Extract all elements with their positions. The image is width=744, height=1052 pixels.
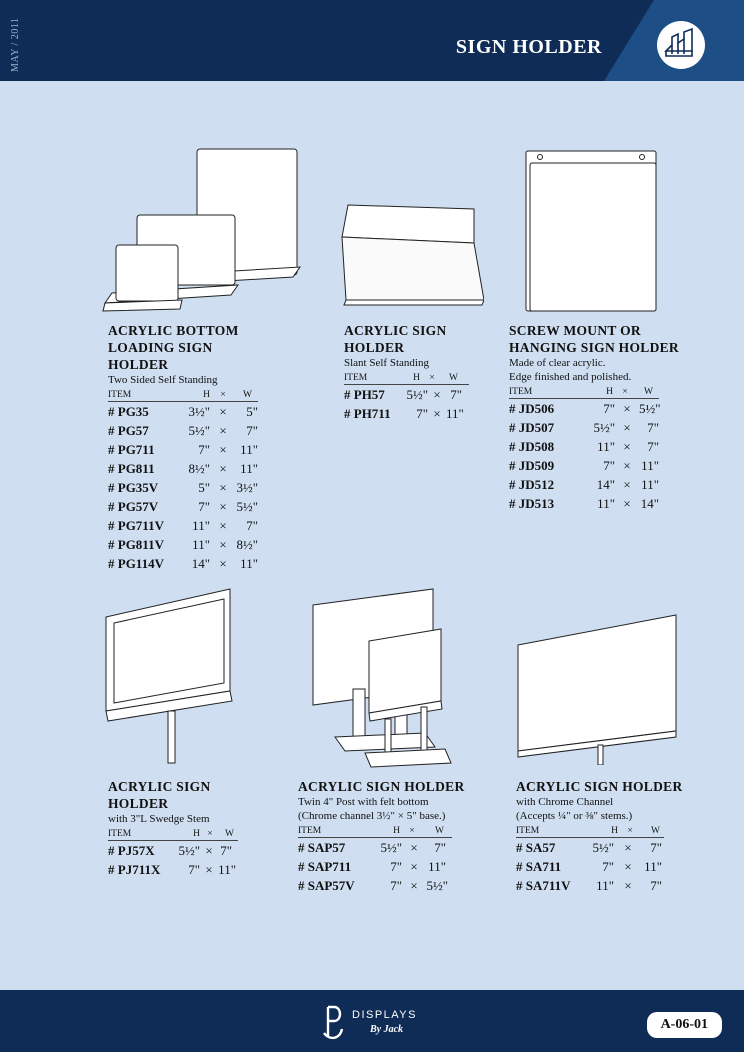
table-row: # PG711V 11" × 7": [108, 518, 258, 533]
product-description: with 3"L Swedge Stem: [108, 813, 210, 825]
table-header: ITEM H × W: [108, 390, 258, 402]
table-row: # PH711 7" × 11": [344, 406, 464, 421]
table-row: # SA711 7" × 11": [516, 859, 662, 874]
sign-holder-icon: [657, 21, 705, 69]
page-code-badge: A-06-01: [647, 1012, 722, 1038]
product-name: ACRYLIC SIGN HOLDER: [108, 779, 211, 811]
table-header: ITEM H × W: [509, 387, 659, 399]
product-description: Slant Self Standing: [344, 357, 429, 369]
table-row: # SAP57V 7" × 5½": [298, 878, 448, 893]
product-name: ACRYLIC SIGN HOLDER: [516, 779, 683, 794]
table-row: # JD507 5½" × 7": [509, 420, 659, 435]
product-table: [509, 399, 679, 513]
product-description: Twin 4" Post with felt bottom (Chrome channel 3½" × 5" base.): [298, 796, 446, 822]
product-table: [516, 838, 686, 895]
table-row: # SAP711 7" × 11": [298, 859, 446, 874]
table-row: # JD513 11" × 14": [509, 496, 659, 511]
header-bar: [0, 0, 744, 81]
company-logo: [322, 1001, 442, 1043]
table-row: # SA57 5½" × 7": [516, 840, 662, 855]
product-description: with Chrome Channel (Accepts ¼" or ⅜" stems.): [516, 796, 633, 822]
logo-subtext: By Jack: [370, 1024, 404, 1035]
product-table: [298, 838, 473, 895]
product-description: Two Sided Self Standing: [108, 374, 218, 386]
table-header: ITEM H × W: [298, 826, 452, 838]
table-row: # PG811V 11" × 8½": [108, 537, 258, 552]
product-table: [108, 402, 258, 573]
table-row: # PJ57X 5½" × 7": [108, 843, 232, 858]
table-row: # PG57V 7" × 5½": [108, 499, 258, 514]
product-block-twin-post: [298, 778, 473, 895]
table-row: # JD512 14" × 11": [509, 477, 659, 492]
product-block-bottom-loading: [108, 322, 258, 573]
product-name: ACRYLIC SIGN HOLDER: [344, 323, 447, 355]
table-row: # JD509 7" × 11": [509, 458, 659, 473]
product-block-stem: [108, 778, 238, 879]
table-row: # PJ711X 7" × 11": [108, 862, 236, 877]
logo-text: DISPLAYS: [352, 1009, 417, 1021]
product-name: ACRYLIC SIGN HOLDER: [298, 779, 465, 794]
table-row: # PH57 5½" × 7": [344, 387, 462, 402]
product-image-chrome-channel: [512, 605, 682, 765]
product-name: ACRYLIC BOTTOM LOADING SIGN HOLDER: [108, 323, 239, 372]
table-header: ITEM H × W: [344, 373, 469, 385]
product-image-twin-post: [305, 585, 455, 770]
table-row: # SA711V 11" × 7": [516, 878, 662, 893]
table-row: # PG35 3½" × 5": [108, 404, 258, 419]
table-row: # SAP57 5½" × 7": [298, 840, 446, 855]
product-image-bottom-loading: [100, 145, 310, 315]
page-title: SIGN HOLDER: [455, 36, 602, 58]
footer-bar: [0, 990, 744, 1052]
table-row: # PG811 8½" × 11": [108, 461, 258, 476]
product-block-slant: [344, 322, 469, 423]
product-image-hanging: [520, 145, 660, 315]
product-table: [344, 385, 469, 423]
logo-p-mark-icon: [322, 1003, 346, 1041]
product-table: [108, 841, 238, 879]
table-row: # PG711 7" × 11": [108, 442, 258, 457]
table-row: # PG35V 5" × 3½": [108, 480, 258, 495]
product-block-chrome-channel: [516, 778, 686, 895]
table-row: # JD508 11" × 7": [509, 439, 659, 454]
product-block-hanging: [509, 322, 679, 513]
table-header: ITEM H × W: [108, 829, 238, 841]
table-header: ITEM H × W: [516, 826, 664, 838]
table-row: # PG114V 14" × 11": [108, 556, 258, 571]
product-image-slant: [334, 195, 484, 310]
product-image-stem: [100, 585, 240, 765]
product-name: SCREW MOUNT OR HANGING SIGN HOLDER: [509, 323, 679, 355]
table-row: # JD506 7" × 5½": [509, 401, 661, 416]
edition-date: MAY / 2011: [10, 17, 21, 72]
product-description: Made of clear acrylic. Edge finished and polished.: [509, 357, 632, 383]
table-row: # PG57 5½" × 7": [108, 423, 258, 438]
